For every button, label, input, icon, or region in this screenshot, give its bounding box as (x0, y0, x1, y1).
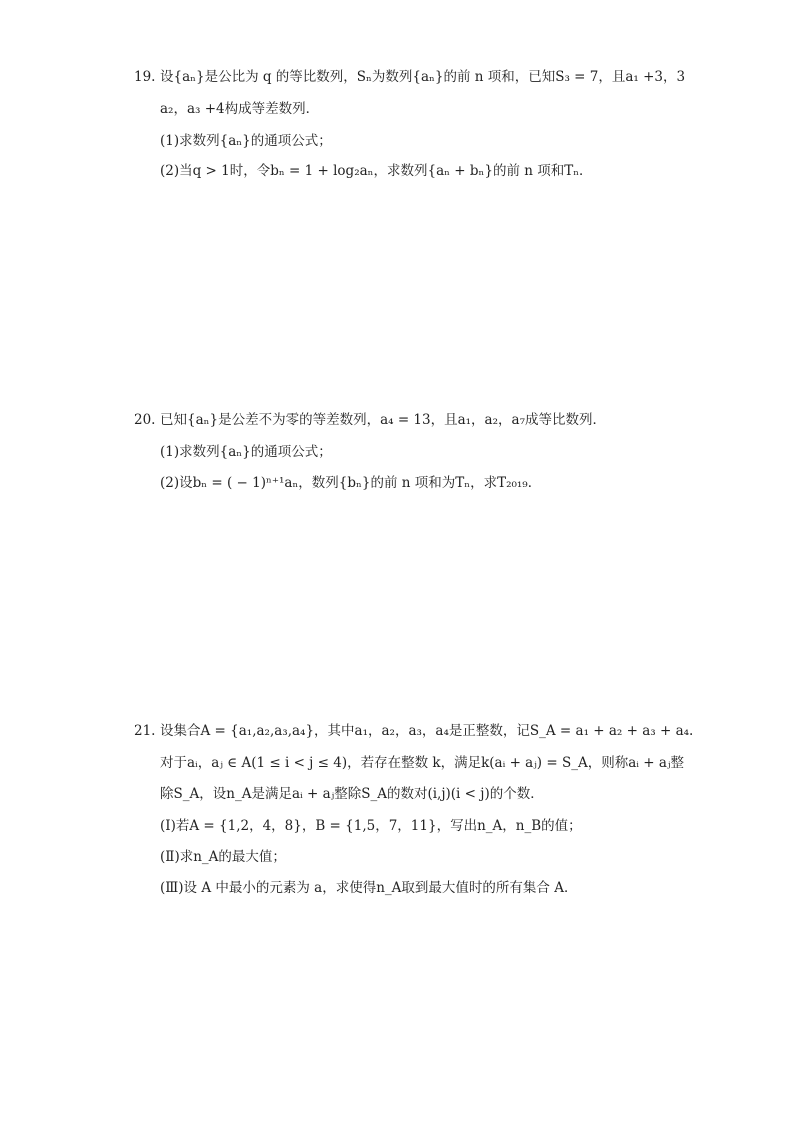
problem-20-part-1: (1)求数列{aₙ}的通项公式； (160, 444, 332, 460)
problem-21-part-3: (Ⅲ)设 A 中最小的元素为 a，求使得n_A取到最大值时的所有集合 A． (160, 880, 578, 896)
problem-21-number: 21. (134, 723, 156, 739)
problem-21-line-3: 除S_A，设n_A是满足aᵢ + aⱼ整除S_A的数对(i,j)(i < j)的个数． (160, 786, 544, 802)
problem-19-part-2: (2)当q > 1时，令bₙ = 1 + log₂aₙ，求数列{aₙ + bₙ}的前 n 项和Tₙ． (160, 163, 593, 179)
problem-19-part-1: (1)求数列{aₙ}的通项公式； (160, 133, 332, 149)
problem-20-line-1 (134, 411, 606, 429)
problem-19-line-1 (134, 68, 685, 86)
problem-21-part-1: (Ⅰ)若A = {1,2，4，8}，B = {1,5，7，11}，写出n_A，n_B的值； (160, 818, 582, 834)
problem-21-line-2: 对于aᵢ，aⱼ ∈ A(1 ≤ i < j ≤ 4)，若存在整数 k，满足k(aᵢ + aⱼ) = S_A，则称aᵢ + aⱼ整 (160, 755, 684, 771)
problem-21-part-2: (Ⅱ)求n_A的最大值； (160, 849, 286, 865)
problem-19-text-1: 设{aₙ}是公比为 q 的等比数列，Sₙ为数列{aₙ}的前 n 项和，已知S₃ = 7，且a₁ +3，3 (160, 69, 686, 85)
problem-20-part-2: (2)设bₙ = ( − 1)ⁿ⁺¹aₙ，数列{bₙ}的前 n 项和为Tₙ，求T₂₀₁₉． (160, 475, 542, 491)
problem-20-text-1: 已知{aₙ}是公差不为零的等差数列，a₄ = 13，且a₁，a₂，a₇成等比数列． (160, 412, 606, 428)
problem-19-number: 19. (134, 69, 156, 85)
problem-19-line-2: a₂，a₃ +4构成等差数列． (160, 101, 320, 117)
problem-21-line-1 (134, 722, 693, 740)
problem-21-text-1: 设集合A = {a₁,a₂,a₃,a₄}，其中a₁，a₂，a₃，a₄是正整数，记S_A = a₁ + a₂ + a₃ + a₄. (160, 723, 694, 739)
problem-20-number: 20. (134, 412, 156, 428)
